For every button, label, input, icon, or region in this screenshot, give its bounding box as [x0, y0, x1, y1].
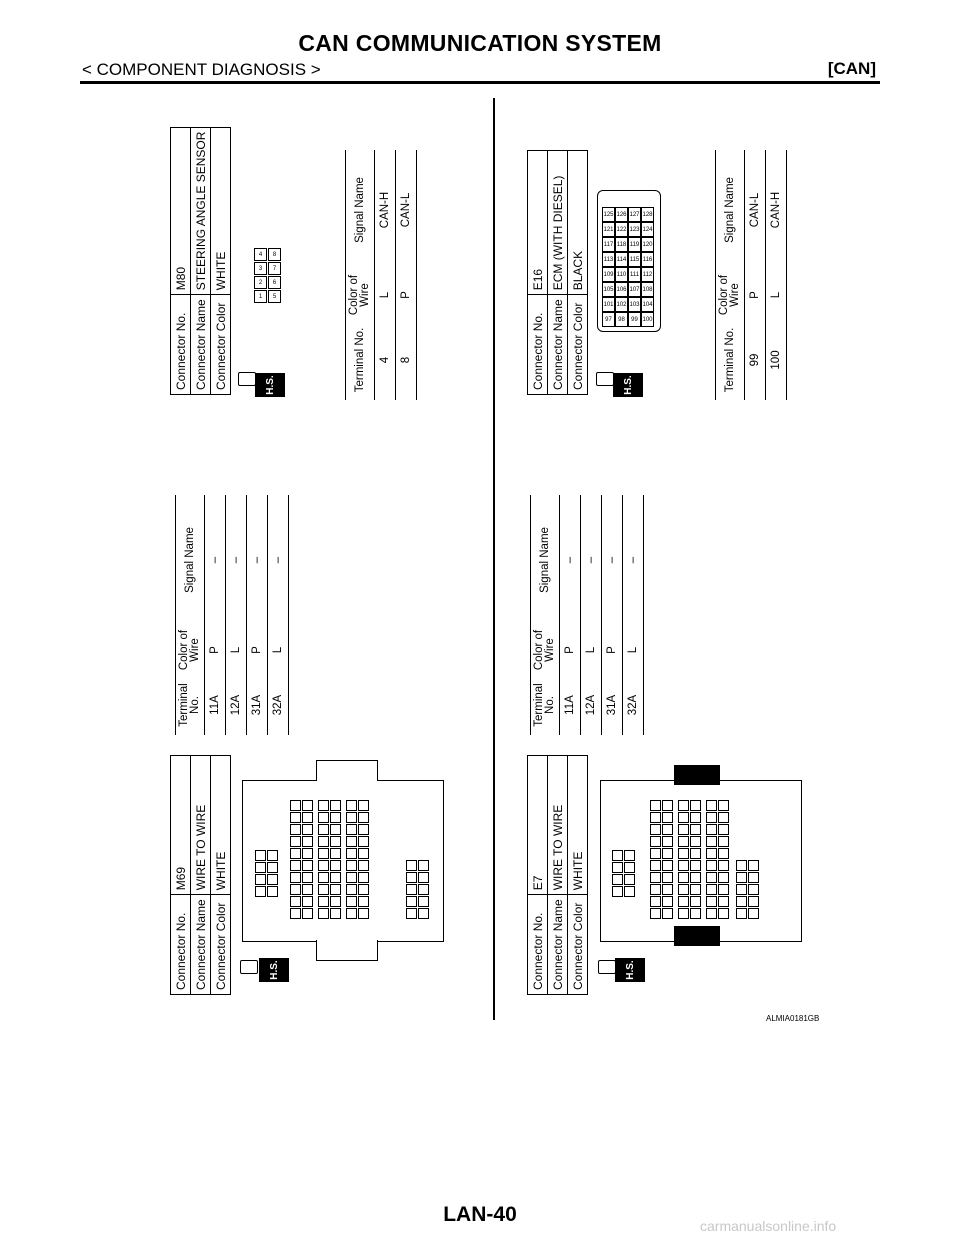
connector-pin [748, 908, 759, 919]
section-tag: [CAN] [827, 59, 876, 78]
e16-connector-info: Connector No. E16 Connector Name ECM (WITH DIESEL) Connector Color BLACK [527, 150, 588, 395]
connector-pin [624, 886, 635, 897]
connector-pin [330, 860, 341, 871]
e7-connector-face [600, 780, 802, 942]
connector-pin [358, 848, 369, 859]
connector-pin: 104 [641, 297, 654, 312]
connector-pin [302, 872, 313, 883]
connector-pin [678, 908, 689, 919]
header-rule [80, 81, 880, 84]
connector-pin: 107 [628, 282, 641, 297]
hs-badge: H.S. [613, 373, 643, 397]
connector-pin [690, 872, 701, 883]
connector-pin [255, 886, 266, 897]
connector-pin [267, 862, 278, 873]
section-label: < COMPONENT DIAGNOSIS > [82, 60, 321, 79]
connector-pin [706, 836, 717, 847]
m69-terminal-table: Terminal No. Color of Wire Signal Name 11A P – 12A L – 31A P – 32A L – [175, 495, 289, 735]
connector-pin [330, 884, 341, 895]
connector-pin [318, 824, 329, 835]
connector-pin [255, 874, 266, 885]
connector-pin [358, 884, 369, 895]
harness-side-icon [238, 372, 256, 386]
connector-pin: 126 [615, 207, 628, 222]
e7-name: WIRE TO WIRE [548, 756, 568, 895]
connector-pin [624, 862, 635, 873]
connector-pin: 106 [615, 282, 628, 297]
connector-pin [255, 850, 266, 861]
connector-pin [736, 884, 747, 895]
connector-pin [748, 872, 759, 883]
connector-pin [318, 908, 329, 919]
connector-pin [662, 824, 673, 835]
connector-pin [346, 812, 357, 823]
connector-pin [346, 836, 357, 847]
connector-pin [302, 860, 313, 871]
connector-pin [358, 824, 369, 835]
connector-pin [302, 800, 313, 811]
connector-pin [330, 908, 341, 919]
connector-pin: 124 [641, 222, 654, 237]
connector-pin [650, 908, 661, 919]
connector-pin [302, 824, 313, 835]
connector-pin [358, 836, 369, 847]
connector-pin [662, 848, 673, 859]
connector-pin [662, 812, 673, 823]
connector-pin [678, 812, 689, 823]
connector-pin [302, 908, 313, 919]
connector-pin [406, 872, 417, 883]
m80-connector-info: Connector No. M80 Connector Name STEERING ANGLE SENSOR Connector Color WHITE [170, 127, 231, 395]
connector-pin: 123 [628, 222, 641, 237]
connector-pin [718, 824, 729, 835]
connector-pin: 4 [254, 248, 267, 261]
e7-no: E7 [528, 756, 548, 895]
connector-pin [358, 908, 369, 919]
e7-terminal-table: Terminal No. Color of Wire Signal Name 11A P – 12A L – 31A P – 32A L – [530, 495, 644, 735]
connector-pin [330, 800, 341, 811]
connector-pin [418, 884, 429, 895]
connector-pin: 98 [615, 312, 628, 327]
connector-pin: 117 [602, 237, 615, 252]
connector-pin [418, 860, 429, 871]
table-row: 31A P – [247, 495, 268, 735]
m69-connector-info: Connector No. M69 Connector Name WIRE TO WIRE Connector Color WHITE [170, 755, 231, 995]
harness-side-icon [598, 960, 616, 974]
table-row: 4 L CAN-H [375, 150, 396, 400]
connector-pin [290, 812, 301, 823]
connector-pin [318, 836, 329, 847]
connector-pin [662, 800, 673, 811]
connector-pin [650, 836, 661, 847]
connector-pin [678, 872, 689, 883]
connector-pin [358, 812, 369, 823]
connector-pin [690, 884, 701, 895]
connector-pin [330, 848, 341, 859]
connector-pin: 99 [628, 312, 641, 327]
connector-pin [302, 884, 313, 895]
connector-pin [650, 860, 661, 871]
harness-side-icon [240, 960, 258, 974]
connector-pin [346, 824, 357, 835]
connector-pin [706, 896, 717, 907]
connector-pin [662, 896, 673, 907]
table-row: 100 L CAN-H [766, 150, 787, 400]
connector-pin [650, 800, 661, 811]
connector-pin [346, 860, 357, 871]
connector-pin [612, 886, 623, 897]
connector-pin [662, 860, 673, 871]
connector-pin [330, 824, 341, 835]
connector-pin [290, 848, 301, 859]
connector-pin [718, 812, 729, 823]
connector-pin [690, 836, 701, 847]
connector-pin: 2 [254, 276, 267, 289]
connector-pin [678, 848, 689, 859]
connector-pin [346, 848, 357, 859]
connector-pin [267, 886, 278, 897]
connector-pin: 103 [628, 297, 641, 312]
e16-color: BLACK [568, 151, 588, 295]
connector-pin: 105 [602, 282, 615, 297]
connector-pin: 1 [254, 290, 267, 303]
connector-pin [662, 872, 673, 883]
connector-pin: 109 [602, 267, 615, 282]
connector-pin [318, 860, 329, 871]
connector-pin [748, 884, 759, 895]
connector-pin [346, 884, 357, 895]
connector-pin [650, 872, 661, 883]
connector-pin: 3 [254, 262, 267, 275]
connector-pin [290, 872, 301, 883]
connector-pin: 127 [628, 207, 641, 222]
connector-pin [267, 874, 278, 885]
connector-pin [358, 860, 369, 871]
connector-pin [662, 884, 673, 895]
e7-connector-lock [674, 765, 720, 785]
connector-pin: 101 [602, 297, 615, 312]
table-row: 32A L – [268, 495, 289, 735]
connector-pin [706, 884, 717, 895]
connector-pin [318, 800, 329, 811]
connector-pin [650, 884, 661, 895]
connector-pin [318, 884, 329, 895]
connector-pin [624, 850, 635, 861]
connector-pin: 112 [641, 267, 654, 282]
table-row: 31A P – [602, 495, 623, 735]
connector-pin: 111 [628, 267, 641, 282]
connector-pin [330, 872, 341, 883]
connector-pin [255, 862, 266, 873]
connector-pin [690, 860, 701, 871]
connector-pin [650, 824, 661, 835]
connector-pin [290, 800, 301, 811]
table-row: 12A L – [226, 495, 247, 735]
m69-connector-tab [316, 940, 378, 961]
connector-pin [718, 884, 729, 895]
connector-pin [330, 896, 341, 907]
table-row: 99 P CAN-L [745, 150, 766, 400]
connector-pin [706, 848, 717, 859]
connector-pin [612, 874, 623, 885]
connector-pin [612, 862, 623, 873]
connector-pin [318, 848, 329, 859]
connector-pin [358, 800, 369, 811]
connector-pin [418, 872, 429, 883]
connector-pin [290, 824, 301, 835]
e7-color: WHITE [568, 756, 588, 895]
connector-pin: 102 [615, 297, 628, 312]
connector-pin [690, 800, 701, 811]
harness-side-icon [596, 372, 614, 386]
connector-pin [346, 800, 357, 811]
connector-pin [706, 800, 717, 811]
connector-pin [706, 872, 717, 883]
connector-pin [290, 908, 301, 919]
connector-pin [358, 872, 369, 883]
connector-pin [290, 884, 301, 895]
connector-pin: 116 [641, 252, 654, 267]
connector-pin [612, 850, 623, 861]
connector-pin: 6 [268, 276, 281, 289]
m80-color: WHITE [211, 127, 231, 295]
connector-pin [406, 896, 417, 907]
connector-pin [267, 850, 278, 861]
watermark: carmanualsonline.info [700, 1218, 837, 1234]
connector-pin [736, 860, 747, 871]
connector-pin [406, 908, 417, 919]
connector-pin: 5 [268, 290, 281, 303]
connector-pin [678, 824, 689, 835]
connector-pin [662, 836, 673, 847]
connector-pin [358, 896, 369, 907]
connector-pin [690, 824, 701, 835]
table-row: 8 P CAN-L [396, 150, 417, 400]
connector-pin [678, 884, 689, 895]
connector-pin [624, 874, 635, 885]
table-row: 12A L – [581, 495, 602, 735]
connector-pin [290, 860, 301, 871]
connector-pin [302, 848, 313, 859]
hs-badge: H.S. [615, 958, 645, 982]
connector-pin: 108 [641, 282, 654, 297]
connector-pin [318, 812, 329, 823]
connector-pin [330, 812, 341, 823]
m69-color: WHITE [211, 756, 231, 895]
connector-pin: 113 [602, 252, 615, 267]
connector-pin [736, 872, 747, 883]
e16-no: E16 [528, 151, 548, 295]
connector-pin: 121 [602, 222, 615, 237]
connector-pin [346, 908, 357, 919]
connector-pin [290, 896, 301, 907]
connector-pin [346, 896, 357, 907]
connector-pin [330, 836, 341, 847]
connector-pin [678, 896, 689, 907]
connector-pin [748, 860, 759, 871]
connector-pin [690, 848, 701, 859]
connector-pin: 119 [628, 237, 641, 252]
connector-pin [302, 812, 313, 823]
connector-pin [706, 824, 717, 835]
connector-pin: 114 [615, 252, 628, 267]
connector-pin [346, 872, 357, 883]
m80-terminal-table: Terminal No. Color of Wire Signal Name 4 L CAN-H 8 P CAN-L [345, 150, 417, 400]
connector-pin [736, 896, 747, 907]
connector-pin: 125 [602, 207, 615, 222]
connector-pin [318, 896, 329, 907]
connector-pin [706, 908, 717, 919]
table-row: 11A P – [560, 495, 581, 735]
connector-pin [318, 872, 329, 883]
connector-pin: 128 [641, 207, 654, 222]
m69-no: M69 [171, 756, 191, 895]
connector-pin [302, 836, 313, 847]
connector-pin [736, 908, 747, 919]
connector-pin [748, 896, 759, 907]
connector-pin [706, 812, 717, 823]
connector-pin: 100 [641, 312, 654, 327]
table-row: 32A L – [623, 495, 644, 735]
connector-pin: 110 [615, 267, 628, 282]
hs-badge: H.S. [259, 958, 289, 982]
connector-pin [418, 896, 429, 907]
connector-pin [678, 836, 689, 847]
connector-pin: 7 [268, 262, 281, 275]
figure-id: ALMIA0181GB [766, 1014, 820, 1023]
connector-pin [718, 860, 729, 871]
connector-pin [662, 908, 673, 919]
column-divider [493, 98, 495, 1020]
connector-pin [718, 800, 729, 811]
e7-connector-info: Connector No. E7 Connector Name WIRE TO WIRE Connector Color WHITE [527, 755, 588, 995]
connector-pin [650, 812, 661, 823]
connector-pin [718, 908, 729, 919]
hs-badge: H.S. [255, 373, 285, 397]
connector-pin [718, 872, 729, 883]
connector-pin [406, 860, 417, 871]
m80-no: M80 [171, 127, 191, 295]
page-number: LAN-40 [443, 1203, 517, 1226]
connector-pin: 120 [641, 237, 654, 252]
connector-pin [678, 860, 689, 871]
connector-pin [718, 896, 729, 907]
m69-name: WIRE TO WIRE [191, 756, 211, 895]
page-title: CAN COMMUNICATION SYSTEM [298, 30, 662, 56]
connector-pin [290, 836, 301, 847]
connector-pin: 118 [615, 237, 628, 252]
connector-pin [302, 896, 313, 907]
connector-pin [678, 800, 689, 811]
connector-pin: 115 [628, 252, 641, 267]
e7-connector-lock [674, 926, 720, 946]
connector-pin [690, 812, 701, 823]
m80-name: STEERING ANGLE SENSOR [191, 127, 211, 295]
m69-connector-tab [316, 760, 378, 781]
connector-pin: 8 [268, 248, 281, 261]
connector-pin [650, 896, 661, 907]
connector-pin [418, 908, 429, 919]
connector-pin [718, 848, 729, 859]
connector-pin [406, 884, 417, 895]
connector-pin: 97 [602, 312, 615, 327]
connector-pin [718, 836, 729, 847]
connector-pin: 122 [615, 222, 628, 237]
connector-pin [706, 860, 717, 871]
connector-pin [690, 908, 701, 919]
table-row: 11A P – [205, 495, 226, 735]
e16-name: ECM (WITH DIESEL) [548, 151, 568, 295]
connector-pin [650, 848, 661, 859]
e16-terminal-table: Terminal No. Color of Wire Signal Name 99 P CAN-L 100 L CAN-H [715, 150, 787, 400]
connector-pin [690, 896, 701, 907]
